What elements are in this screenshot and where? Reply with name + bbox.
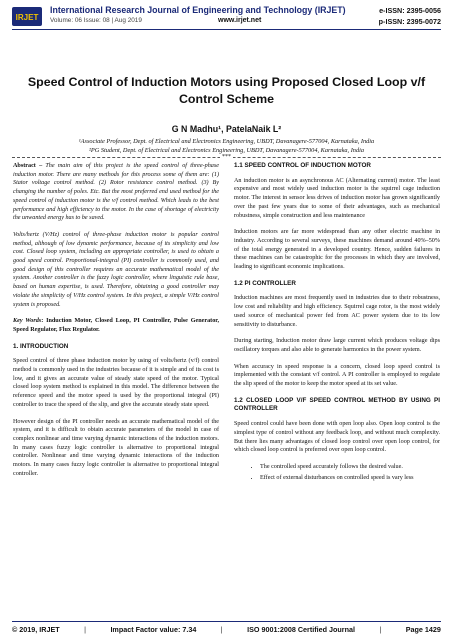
footer-page-number: Page 1429 [405,625,441,634]
footer-divider: | [84,625,86,634]
right-column [234,162,440,484]
footer-text [12,625,441,634]
footer-divider: | [220,625,223,634]
pissn: p-ISSN: 2395-0072 [378,17,441,26]
affiliation-1: ¹Associate Professor, Dept. of Electrical and Electronics Engineering, UBDT, Davanagere-577004, Karnataka, India [78,138,375,145]
keywords-text: : Induction Motor, Closed Loop, PI Controller, Pulse Generator, Speed Regulator, Flux Regulator. [13,318,219,333]
sec11-paragraph-2: Induction motors are far more widespread than any other electric machine in industry. According to several surveys, these machines demand around 40%–50% of the total energy generated in a developed country. Hence, sudden failures in these machines can be catastrophic for the processes in which they are involved, leading to significant economic implications. [234,229,440,271]
intro-paragraph-2: However design of the PI controller needs an accurate mathematical model of the system, and it is difficult to obtain accurate parameters of the model in case of complex nonlinear and time varying dynamic interactions of the induction motors. In many cases fuzzy logic controller is alternative to proportional integral controller. Nonlinear and time varying dynamic interactions of the induction motors. In many cases fuzzy logic controller is alternative to proportional integral controller. [13,418,219,477]
section-heading-1-2: 1.2 PI CONTROLLER [234,279,296,287]
list-item: • Effect of external disturbances on controlled speed is vary less [260,474,440,483]
section-heading-1-2-closed-loop: 1.2 CLOSED LOOP V/F SPEED CONTROL METHOD BY USING PI CONTROLLER [234,396,440,413]
sec12b-paragraph-1: Speed control could have been done with open loop also. Open loop control is the simplest type of control without any feedback loop, and without much complexity. But there lies many advantages of closed loop control over open loop control, for which closed loop control is preferred over open loop control. [234,421,440,454]
footer-iso: ISO 9001:2008 Certified Journal [247,625,355,634]
bullet-list [234,463,440,482]
list-item: • The controlled speed accurately follows the desired value. [260,463,440,472]
keywords-label: Key Words [13,318,42,325]
journal-volume: Volume: 06 Issue: 08 | Aug 2019 [50,17,142,24]
sec12-paragraph-2: During starting, Induction motor draw large current which produces voltage dips oscillatory torques and also able to generate harmonics in the power system. [234,338,440,353]
sec11-paragraph-1: An induction motor is an asynchronous AC (Alternating current) motor. The least expensive and most widely used induction motor is the squirrel cage induction motor. The interest in sensor less drives of induction motor has grown significantly over the past few years due to some of their advantages, such as mechanical robustness, simple construction and less maintenance [234,177,440,219]
abstract-paragraph [13,162,219,223]
journal-footer [12,621,441,634]
left-column [13,162,219,487]
header-rule [12,29,441,30]
affiliation-2: ²PG Student, Dept. of Electrical and Electronics Engineering, UBDT, Davanagere-577004, Karnataka, India [89,147,364,154]
abstract-text-2: Volts/hertz (V/Hz) control of three-phase induction motor is popular control method, although of low dynamic performance, because of its simplicity and low cost. Closed loop system, including an appropriate controller, is used to obtain a good speed control. Proportional-integral (PI) controller is commonly used, and good design of this controller requires an accurate mathematical model of the system. Another controller is the fuzzy logic controller, where linguistic rule base, based on human expertise, is used. Therefore, obtaining a good controller may violate the simplicity of V/Hz control system. In this project, a simple V/Hz control system is proposed. [13,231,219,308]
footer-divider: | [379,625,382,634]
paper-title-line2: Control Scheme [178,92,274,106]
keywords [13,317,219,334]
section-heading-1-1: 1.1 SPEED CONTROL OF INDUCTION MOTOR [234,162,371,169]
journal-website[interactable]: www.irjet.net [218,17,262,24]
intro-paragraph-1: Speed control of three phase induction motor by using of volts/hertz (v/f) control method is commonly used in the industries because of it is simple and of its cost is low, and it gives an accurate value of steady state speed of the motor. Typical closed loop system method is explained in this model. The difference between the reference speed and the motor speed is used by the proportional integral (PI) controller to trace the speed of the slip, and give the accurate steady state speed. [13,358,219,408]
abstract-text-1: The main aim of this project is the speed control of three-phase induction motor. There are many methods for this process some of them are: (1) Stator voltage control method. (2) Rotor resistance control method. (3) By changing the number of poles. Etc. But the most preferred end used method for the speed control of induction motor is the v/f control method. Which leads to the best performance and high efficiency to the motor. In the case of shortage of electricity the unwanted energy has to be saved. [13,163,219,222]
footer-copyright: © 2019, IRJET [12,625,60,634]
journal-title: International Research Journal of Engineering and Technology (IRJET) [50,5,346,15]
paper-title-line1: Speed Control of Induction Motors using Proposed Closed Loop v/f [27,75,426,89]
sec12-paragraph-3: When accuracy in speed response is a concern, closed loop speed control is implemented with the constant v/f control. A PI controller is employed to regulate the slip speed of the motor to keep the motor speed at its set value. [234,363,440,388]
separator-stars: *** [222,154,231,160]
logo-text: IRJET [15,13,39,22]
irjet-logo [12,7,42,26]
footer-impact-factor: Impact Factor value: 7.34 [110,625,197,634]
paper-title [20,74,433,108]
section-heading-introduction: 1. INTRODUCTION [13,342,69,350]
journal-header [0,0,453,30]
authors: G N Madhu¹, PatelaNaik L² [171,124,282,134]
eissn: e-ISSN: 2395-0056 [379,6,441,15]
footer-rule [12,621,441,622]
abstract-label: Abstract – [13,163,43,169]
sec12-paragraph-1: Induction machines are most frequently used in industries due to their robustness, low cost and reliability and high efficiency. Squirrel cage rotor, is the most widely used source of mechanical power fed from AC power system due to its low sensitivity to disturbance. [234,295,440,328]
